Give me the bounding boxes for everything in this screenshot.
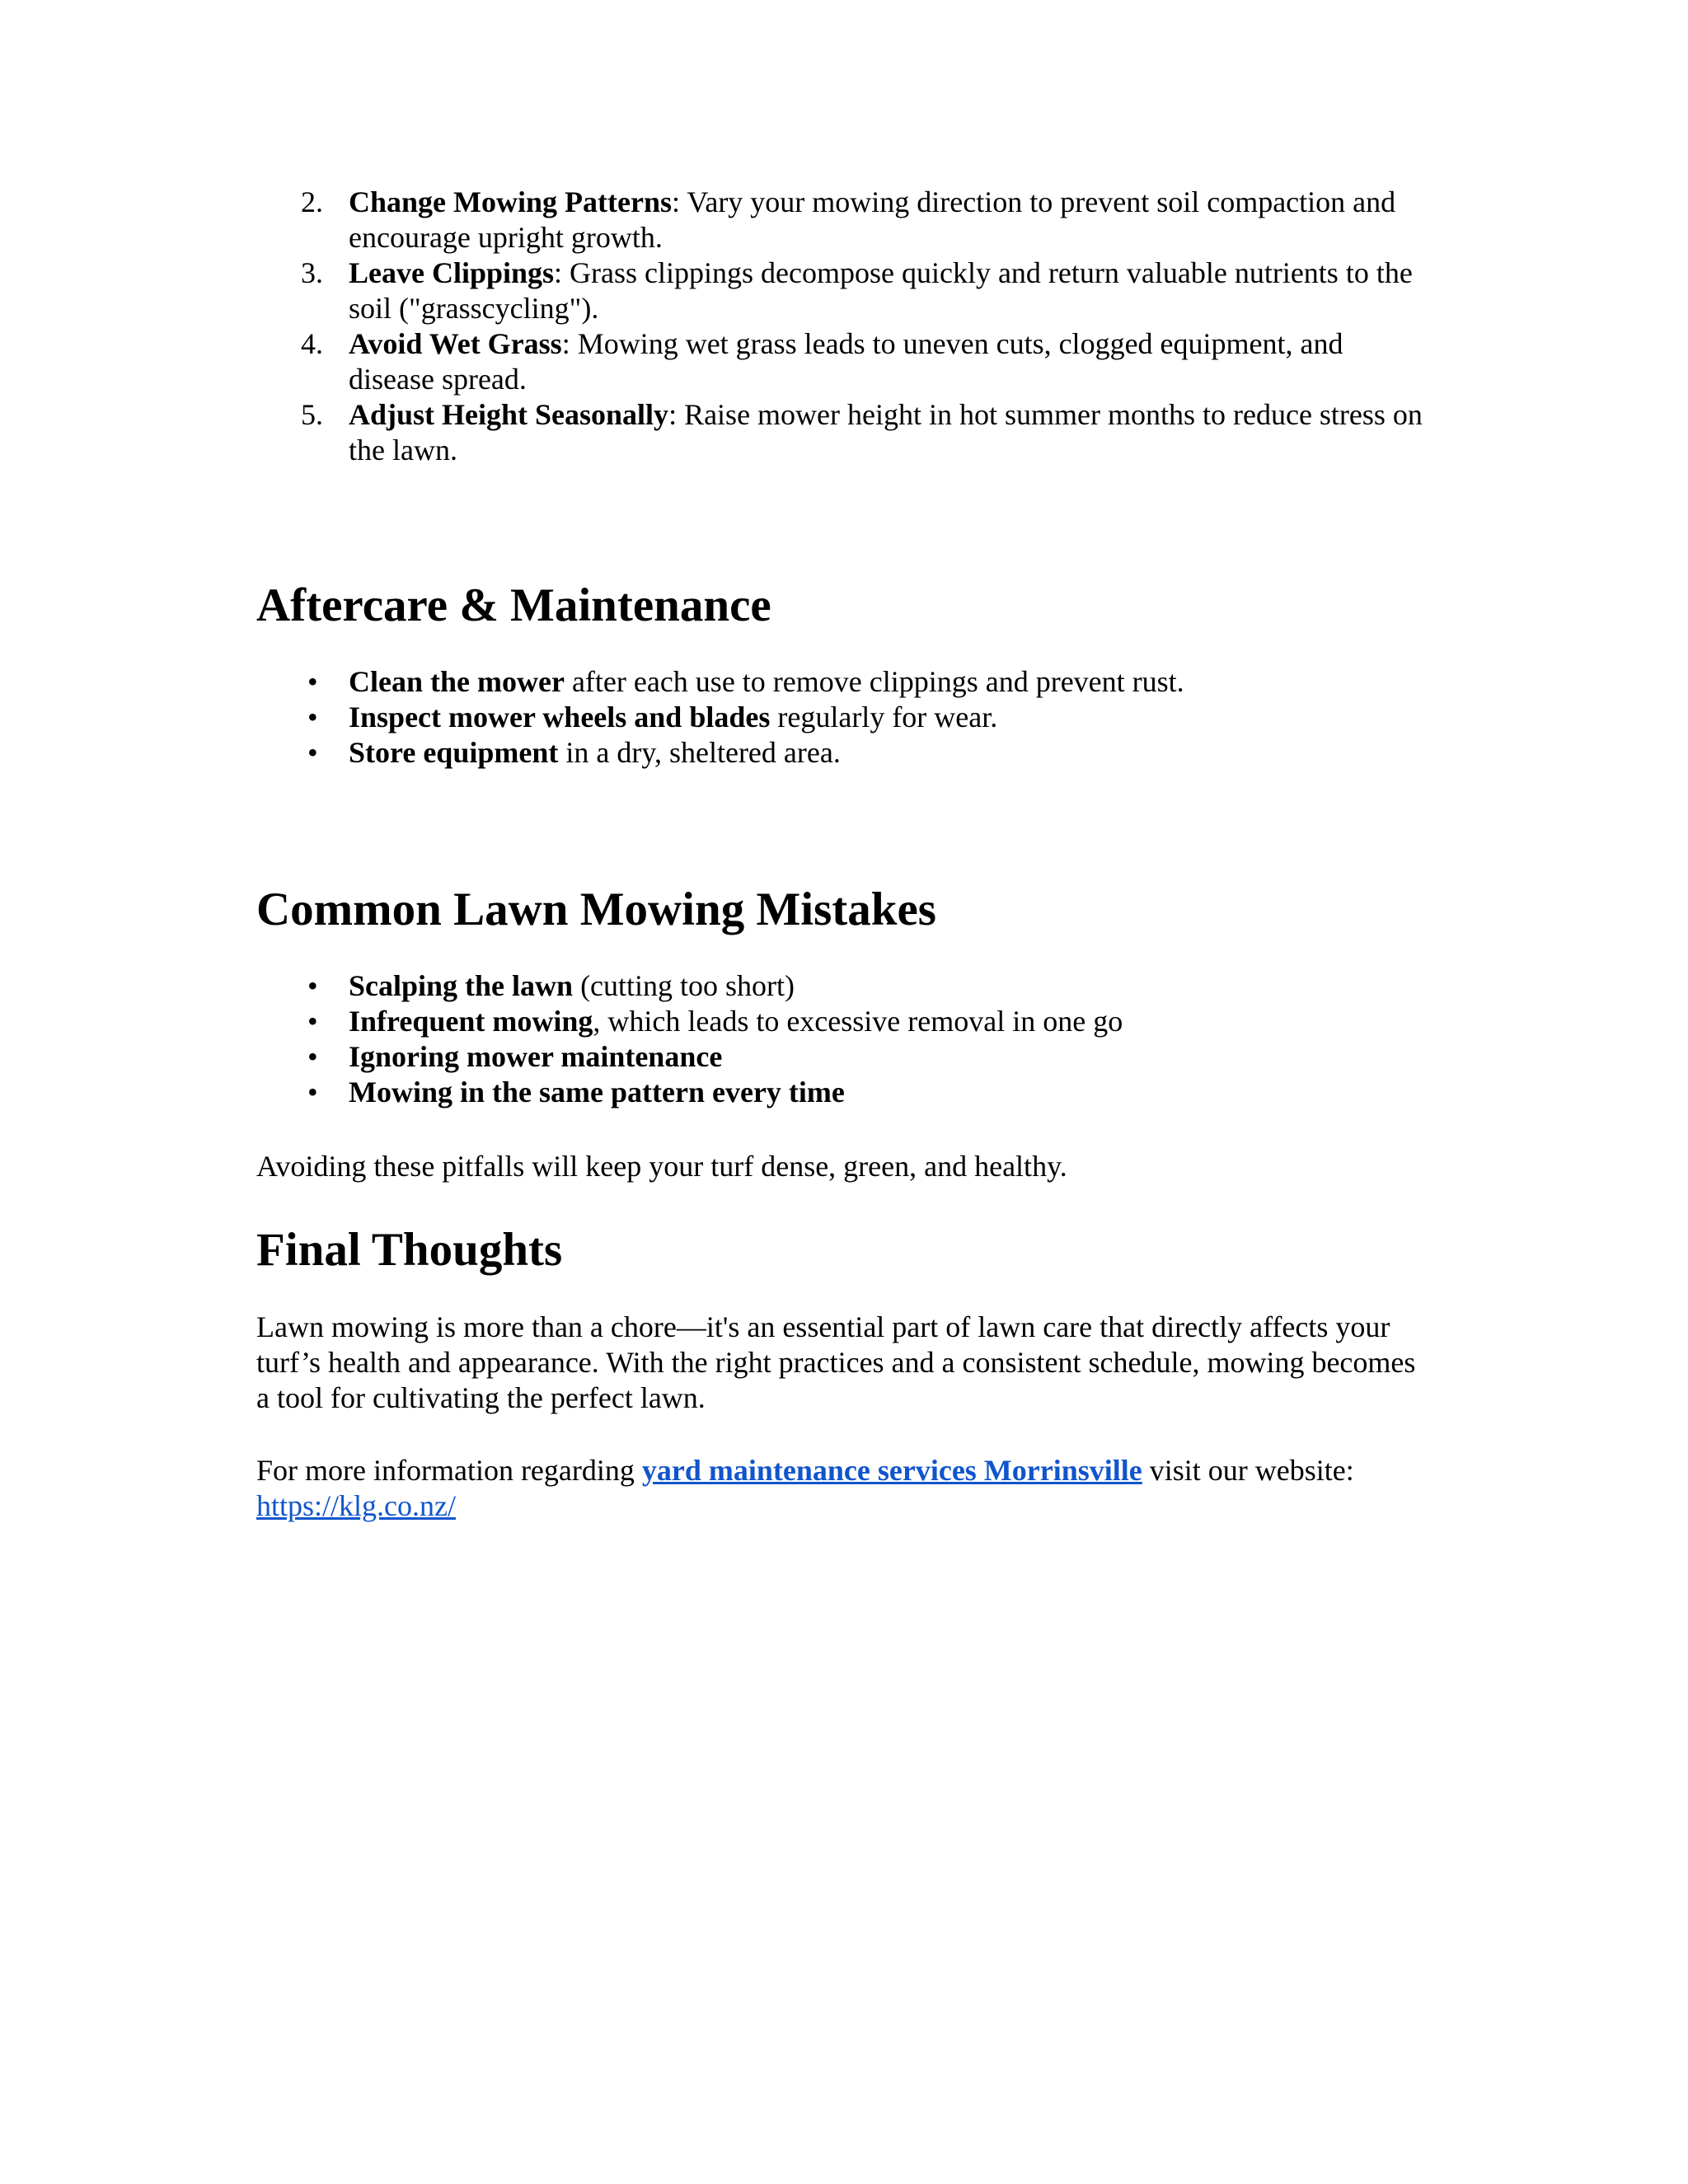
- bullet-icon: •: [307, 1005, 318, 1038]
- mistakes-heading: Common Lawn Mowing Mistakes: [256, 883, 936, 935]
- mistakes-closing-paragraph: Avoiding these pitfalls will keep your turf dense, green, and healthy.: [256, 1150, 1067, 1183]
- info-prefix: For more information regarding: [256, 1454, 642, 1487]
- bullet-icon: •: [307, 1076, 318, 1108]
- list-item-term: Avoid Wet Grass: [349, 327, 562, 360]
- list-item-text: : Mowing wet grass leads to uneven cuts, clogged equipment, and disease spread.: [349, 327, 1343, 396]
- list-number: 2.: [301, 185, 323, 218]
- bullet-icon: •: [307, 1040, 318, 1073]
- list-item-text: in a dry, sheltered area.: [558, 736, 841, 769]
- bullet-icon: •: [307, 701, 318, 733]
- list-item-term: Inspect mower wheels and blades: [349, 701, 771, 733]
- list-number: 5.: [301, 398, 323, 431]
- list-item: [256, 664, 1427, 700]
- list-item-term: Store equipment: [349, 736, 559, 769]
- list-item: [256, 326, 1427, 397]
- list-item-term: Ignoring mower maintenance: [349, 1040, 723, 1073]
- list-item-term: Clean the mower: [349, 665, 565, 698]
- website-link[interactable]: https://klg.co.nz/: [256, 1489, 456, 1522]
- list-item: [256, 1004, 1427, 1039]
- list-item-term: Change Mowing Patterns: [349, 185, 672, 218]
- list-item-term: Adjust Height Seasonally: [349, 398, 669, 431]
- final-paragraph: Lawn mowing is more than a chore—it's an essential part of lawn care that directly affects your turf’s health and appearance. With the right practices and a consistent schedule, mowing becomes a tool for cultivating the perfect lawn.: [256, 1310, 1416, 1414]
- list-item-text: after each use to remove clippings and prevent rust.: [564, 665, 1184, 698]
- list-item-term: Leave Clippings: [349, 256, 555, 289]
- aftercare-list: [256, 664, 1427, 771]
- mistakes-list: [256, 968, 1427, 1110]
- bullet-icon: •: [307, 969, 318, 1002]
- steps-list: [256, 185, 1427, 468]
- list-item-term: Mowing in the same pattern every time: [349, 1076, 845, 1108]
- list-item: [256, 1039, 1427, 1075]
- list-item: [256, 700, 1427, 735]
- list-item: [256, 968, 1427, 1004]
- aftercare-heading: Aftercare & Maintenance: [256, 579, 771, 631]
- list-item: [256, 735, 1427, 771]
- list-item: [256, 255, 1427, 326]
- list-item-term: Scalping the lawn: [349, 969, 574, 1002]
- list-item-text: : Raise mower height in hot summer months to reduce stress on the lawn.: [349, 398, 1423, 466]
- bullet-icon: •: [307, 736, 318, 769]
- list-item-text: : Grass clippings decompose quickly and return valuable nutrients to the soil ("grasscycling").: [349, 256, 1413, 325]
- final-heading: Final Thoughts: [256, 1224, 563, 1276]
- list-item: [256, 1075, 1427, 1110]
- list-item-text: (cutting too short): [573, 969, 795, 1002]
- list-item-text: : Vary your mowing direction to prevent soil compaction and encourage upright growth.: [349, 185, 1396, 254]
- list-number: 3.: [301, 256, 323, 289]
- bullet-icon: •: [307, 665, 318, 698]
- info-paragraph: [256, 1453, 1427, 1524]
- list-item-text: regularly for wear.: [770, 701, 998, 733]
- list-item: [256, 397, 1427, 468]
- list-item-term: Infrequent mowing: [349, 1005, 593, 1038]
- list-item-text: , which leads to excessive removal in one go: [593, 1005, 1123, 1038]
- list-number: 4.: [301, 327, 323, 360]
- info-suffix: visit our website:: [1142, 1454, 1354, 1487]
- numbered-list: [256, 185, 1427, 468]
- list-item: [256, 185, 1427, 255]
- yard-maintenance-link[interactable]: yard maintenance services Morrinsville: [641, 1454, 1142, 1487]
